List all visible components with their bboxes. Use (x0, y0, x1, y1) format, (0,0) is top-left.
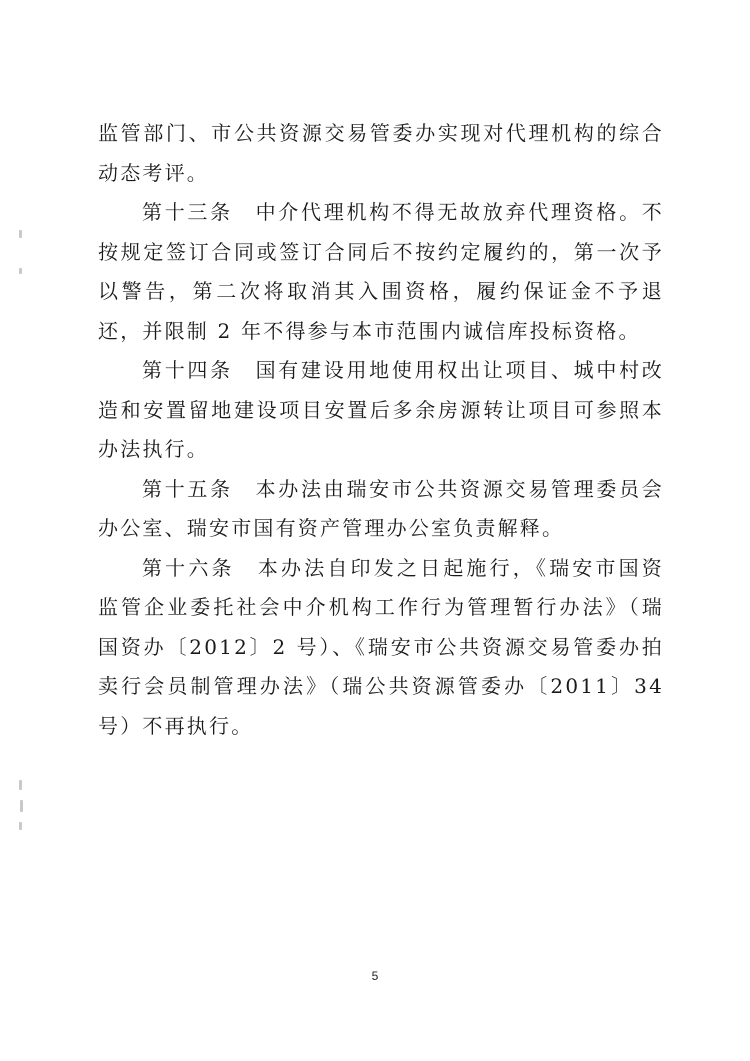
scan-artifact (19, 230, 22, 238)
scan-artifact (19, 822, 22, 830)
paragraph-continued: 监管部门、市公共资源交易管委办实现对代理机构的综合动态考评。 (98, 121, 664, 185)
document-body (98, 114, 664, 746)
article-14-paragraph: 第十四条 国有建设用地使用权出让项目、城中村改造和安置留地建设项目安置后多余房源转让项目可参照本办法执行。 (98, 358, 664, 461)
scan-artifact (19, 268, 22, 274)
page-number: 5 (371, 969, 379, 983)
article-13-paragraph: 第十三条 中介代理机构不得无故放弃代理资格。不按规定签订合同或签订合同后不按约定履约的，第一次予以警告，第二次将取消其入围资格，履约保证金不予退还，并限制 2 年不得参与本市范围内诚信库投标资格。 (98, 200, 664, 343)
scan-artifact (20, 800, 23, 812)
scan-artifact (19, 780, 22, 790)
article-16-paragraph: 第十六条 本办法自印发之日起施行，《瑞安市国资监管企业委托社会中介机构工作行为管理暂行办法》（瑞国资办〔2012〕2 号）、《瑞安市公共资源交易管委办拍卖行会员制管理办法》（瑞公共资源管委办〔2011〕34 号）不再执行。 (98, 555, 664, 738)
article-15-paragraph: 第十五条 本办法由瑞安市公共资源交易管理委员会办公室、瑞安市国有资产管理办公室负责解释。 (98, 476, 664, 540)
